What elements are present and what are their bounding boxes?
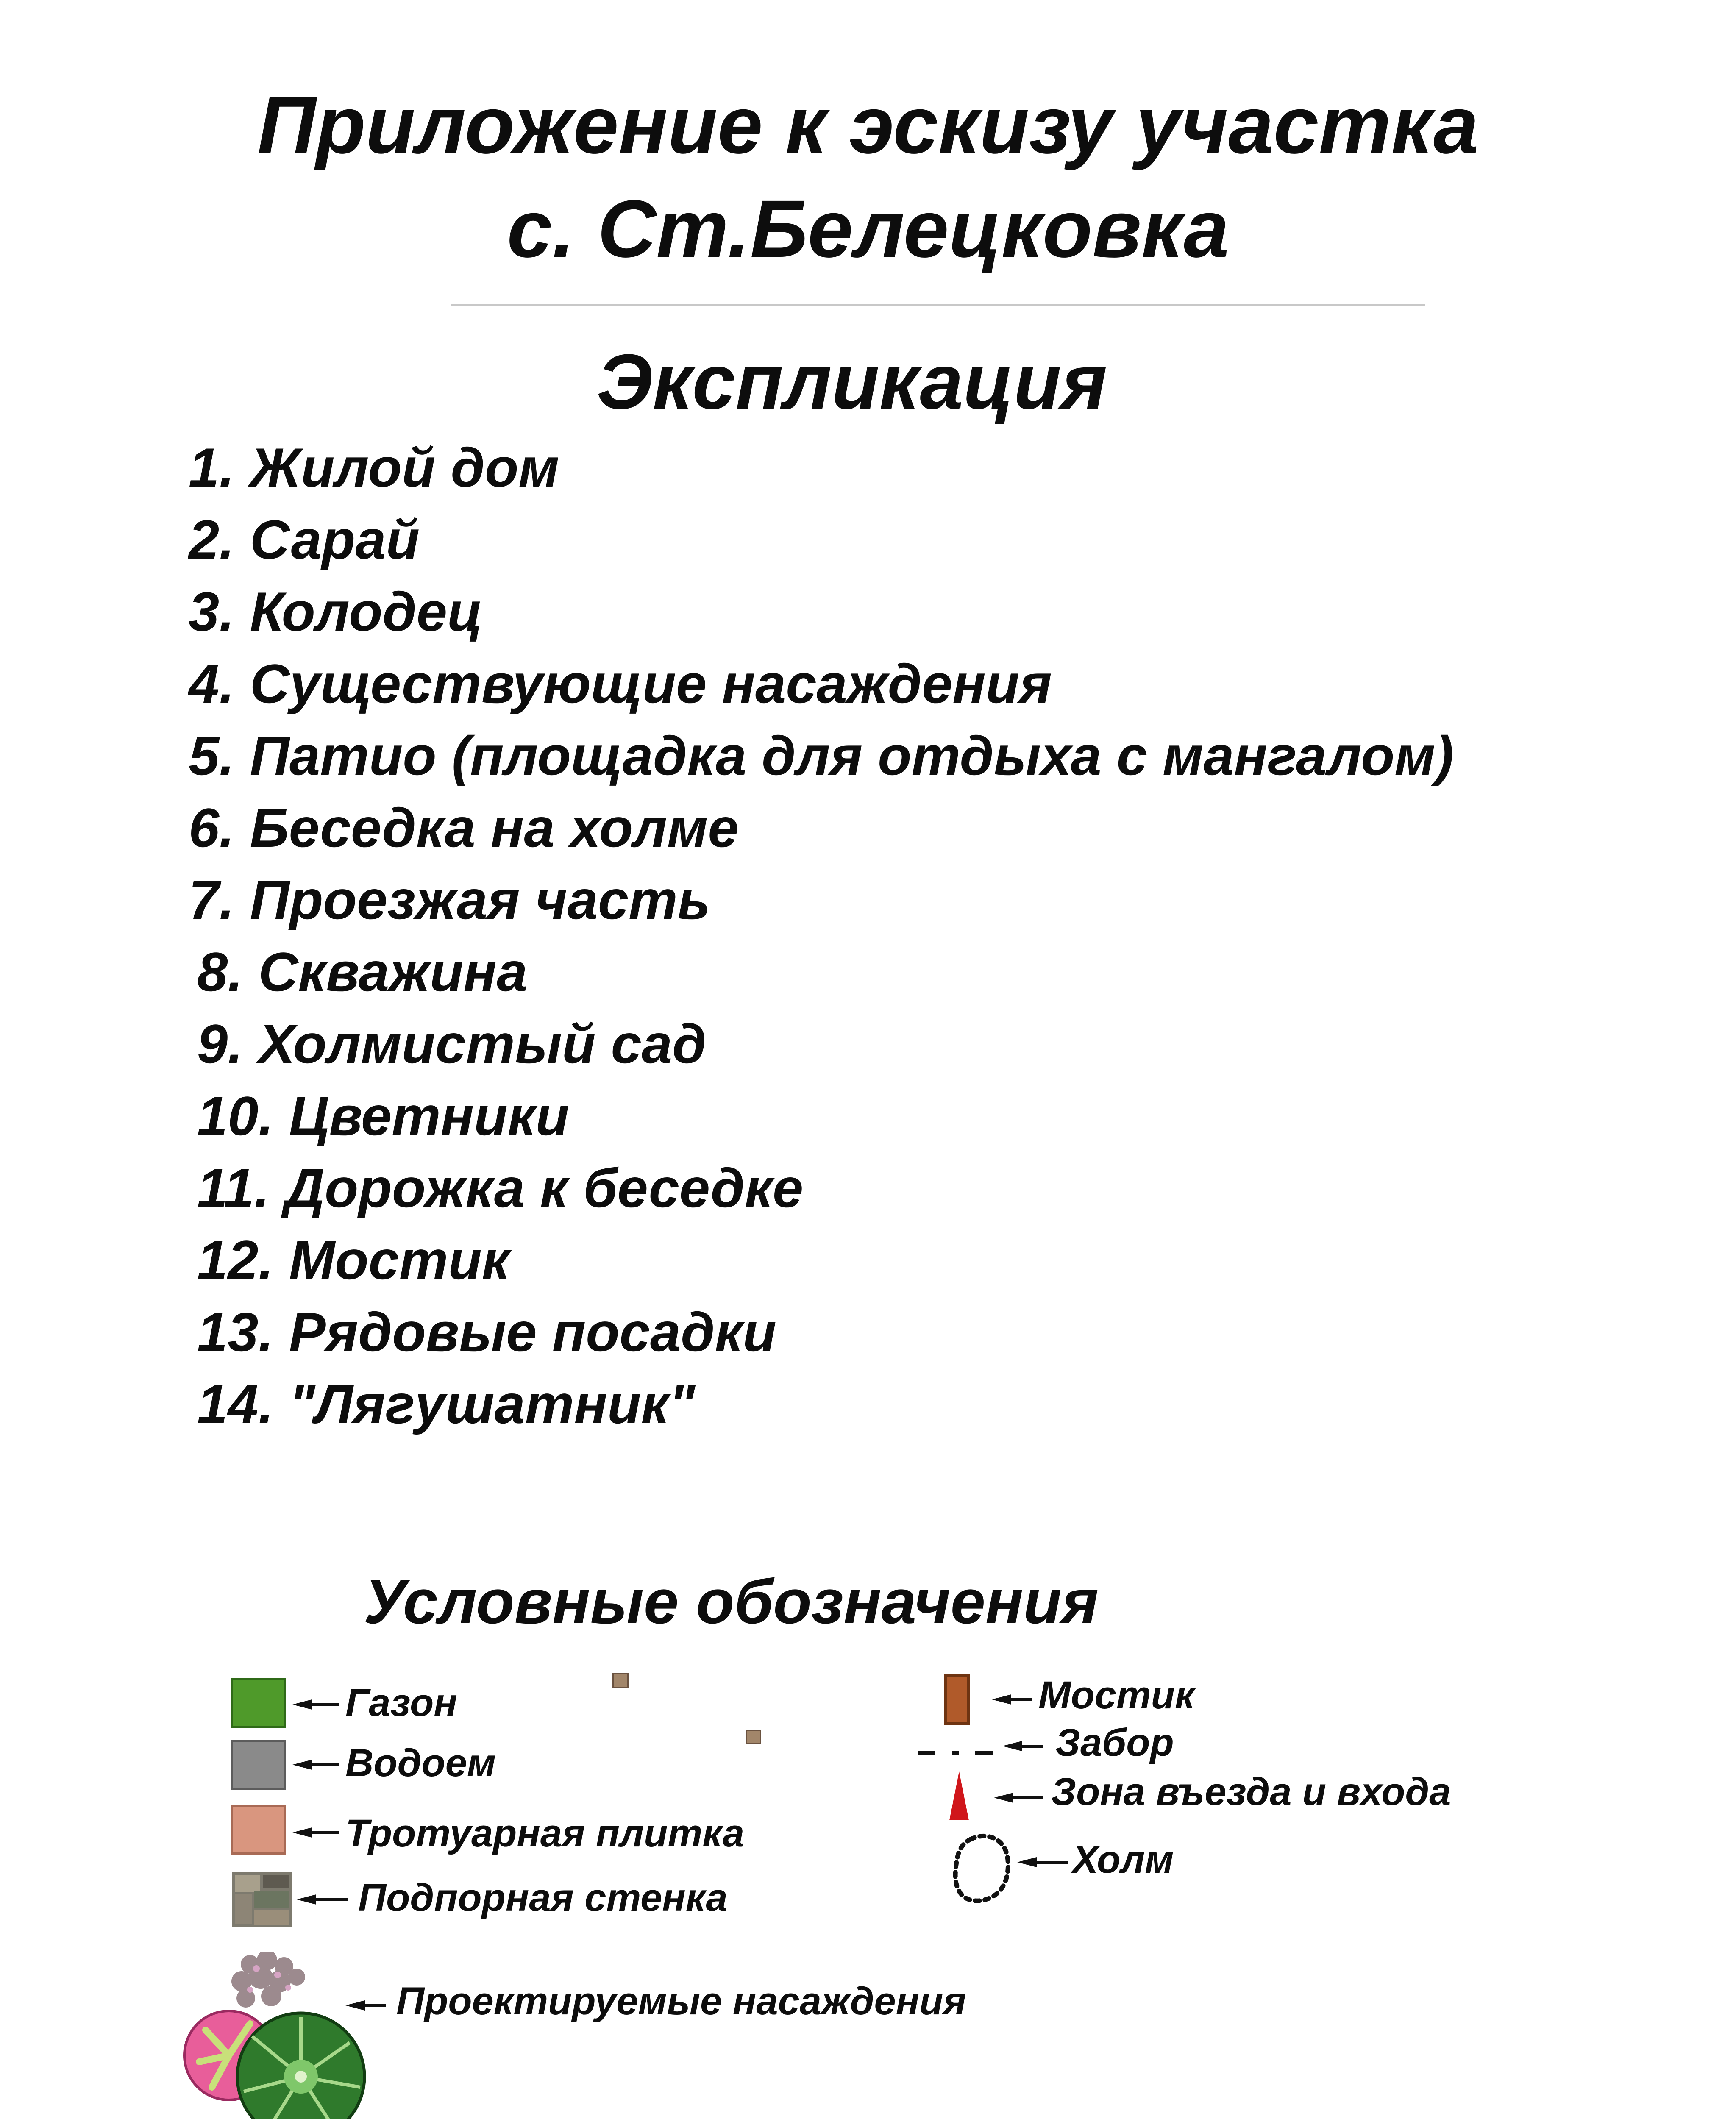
explication-item: 13. Рядовые посадки <box>197 1301 776 1363</box>
explication-item: 8. Скважина <box>197 941 528 1003</box>
explication-item: 2. Сарай <box>189 509 420 570</box>
explication-item: 12. Мостик <box>197 1229 510 1291</box>
explication-item: 6. Беседка на холме <box>189 797 739 859</box>
bridge-swatch <box>944 1674 970 1725</box>
water-swatch <box>231 1740 286 1790</box>
explication-item: 3. Колодец <box>189 581 483 642</box>
explication-item: 1. Жилой дом <box>189 437 559 498</box>
arrow-icon <box>1017 1857 1068 1867</box>
arrow-icon <box>292 1827 339 1838</box>
arrow-icon <box>292 1760 339 1770</box>
arrow-icon <box>297 1894 348 1905</box>
legend-label-retaining-wall: Подпорная стенка <box>358 1876 728 1919</box>
legend-label-water: Водоем <box>345 1741 496 1785</box>
explication-item: 4. Существующие насаждения <box>189 653 1052 715</box>
legend-label-paving: Тротуарная плитка <box>345 1812 745 1855</box>
explication-item: 5. Патио (площадка для отдыха с мангалом) <box>189 725 1454 787</box>
retaining-wall-swatch <box>232 1872 292 1927</box>
arrow-icon <box>992 1694 1032 1705</box>
legend-label-lawn: Газон <box>345 1681 457 1724</box>
legend-label-plants: Проектируемые насаждения <box>396 1980 966 2023</box>
legend-label-hill: Холм <box>1072 1838 1174 1881</box>
explication-item: 10. Цветники <box>197 1085 570 1147</box>
map-marker <box>612 1673 629 1688</box>
explication-item: 7. Проезжая часть <box>189 869 710 931</box>
title-divider <box>451 304 1425 306</box>
legend-heading: Условные обозначения <box>364 1567 1099 1637</box>
legend-label-fence: Забор <box>1055 1721 1174 1764</box>
explication-item: 9. Холмистый сад <box>197 1013 707 1075</box>
map-marker <box>746 1730 761 1744</box>
arrow-icon <box>1002 1741 1043 1751</box>
entry-arrow-icon <box>949 1771 970 1822</box>
arrow-icon <box>292 1699 339 1710</box>
explication-item: 14. "Лягушатник" <box>197 1373 695 1435</box>
legend-label-entry: Зона въезда и входа <box>1051 1770 1451 1813</box>
plantings-symbol <box>182 1952 377 2119</box>
explication-item: 11. Дорожка к беседке <box>197 1157 804 1219</box>
page-title-line-2: с. Ст.Белецковка <box>507 183 1229 274</box>
arrow-icon <box>345 2000 386 2011</box>
arrow-icon <box>994 1793 1043 1803</box>
fence-symbol <box>918 1748 994 1757</box>
lawn-swatch <box>231 1678 286 1728</box>
legend-label-bridge: Мостик <box>1038 1674 1195 1717</box>
hill-symbol <box>949 1831 1017 1907</box>
paving-swatch <box>231 1805 286 1855</box>
explication-heading: Экспликация <box>596 338 1107 425</box>
page-title-line-1: Приложение к эскизу участка <box>257 79 1479 170</box>
